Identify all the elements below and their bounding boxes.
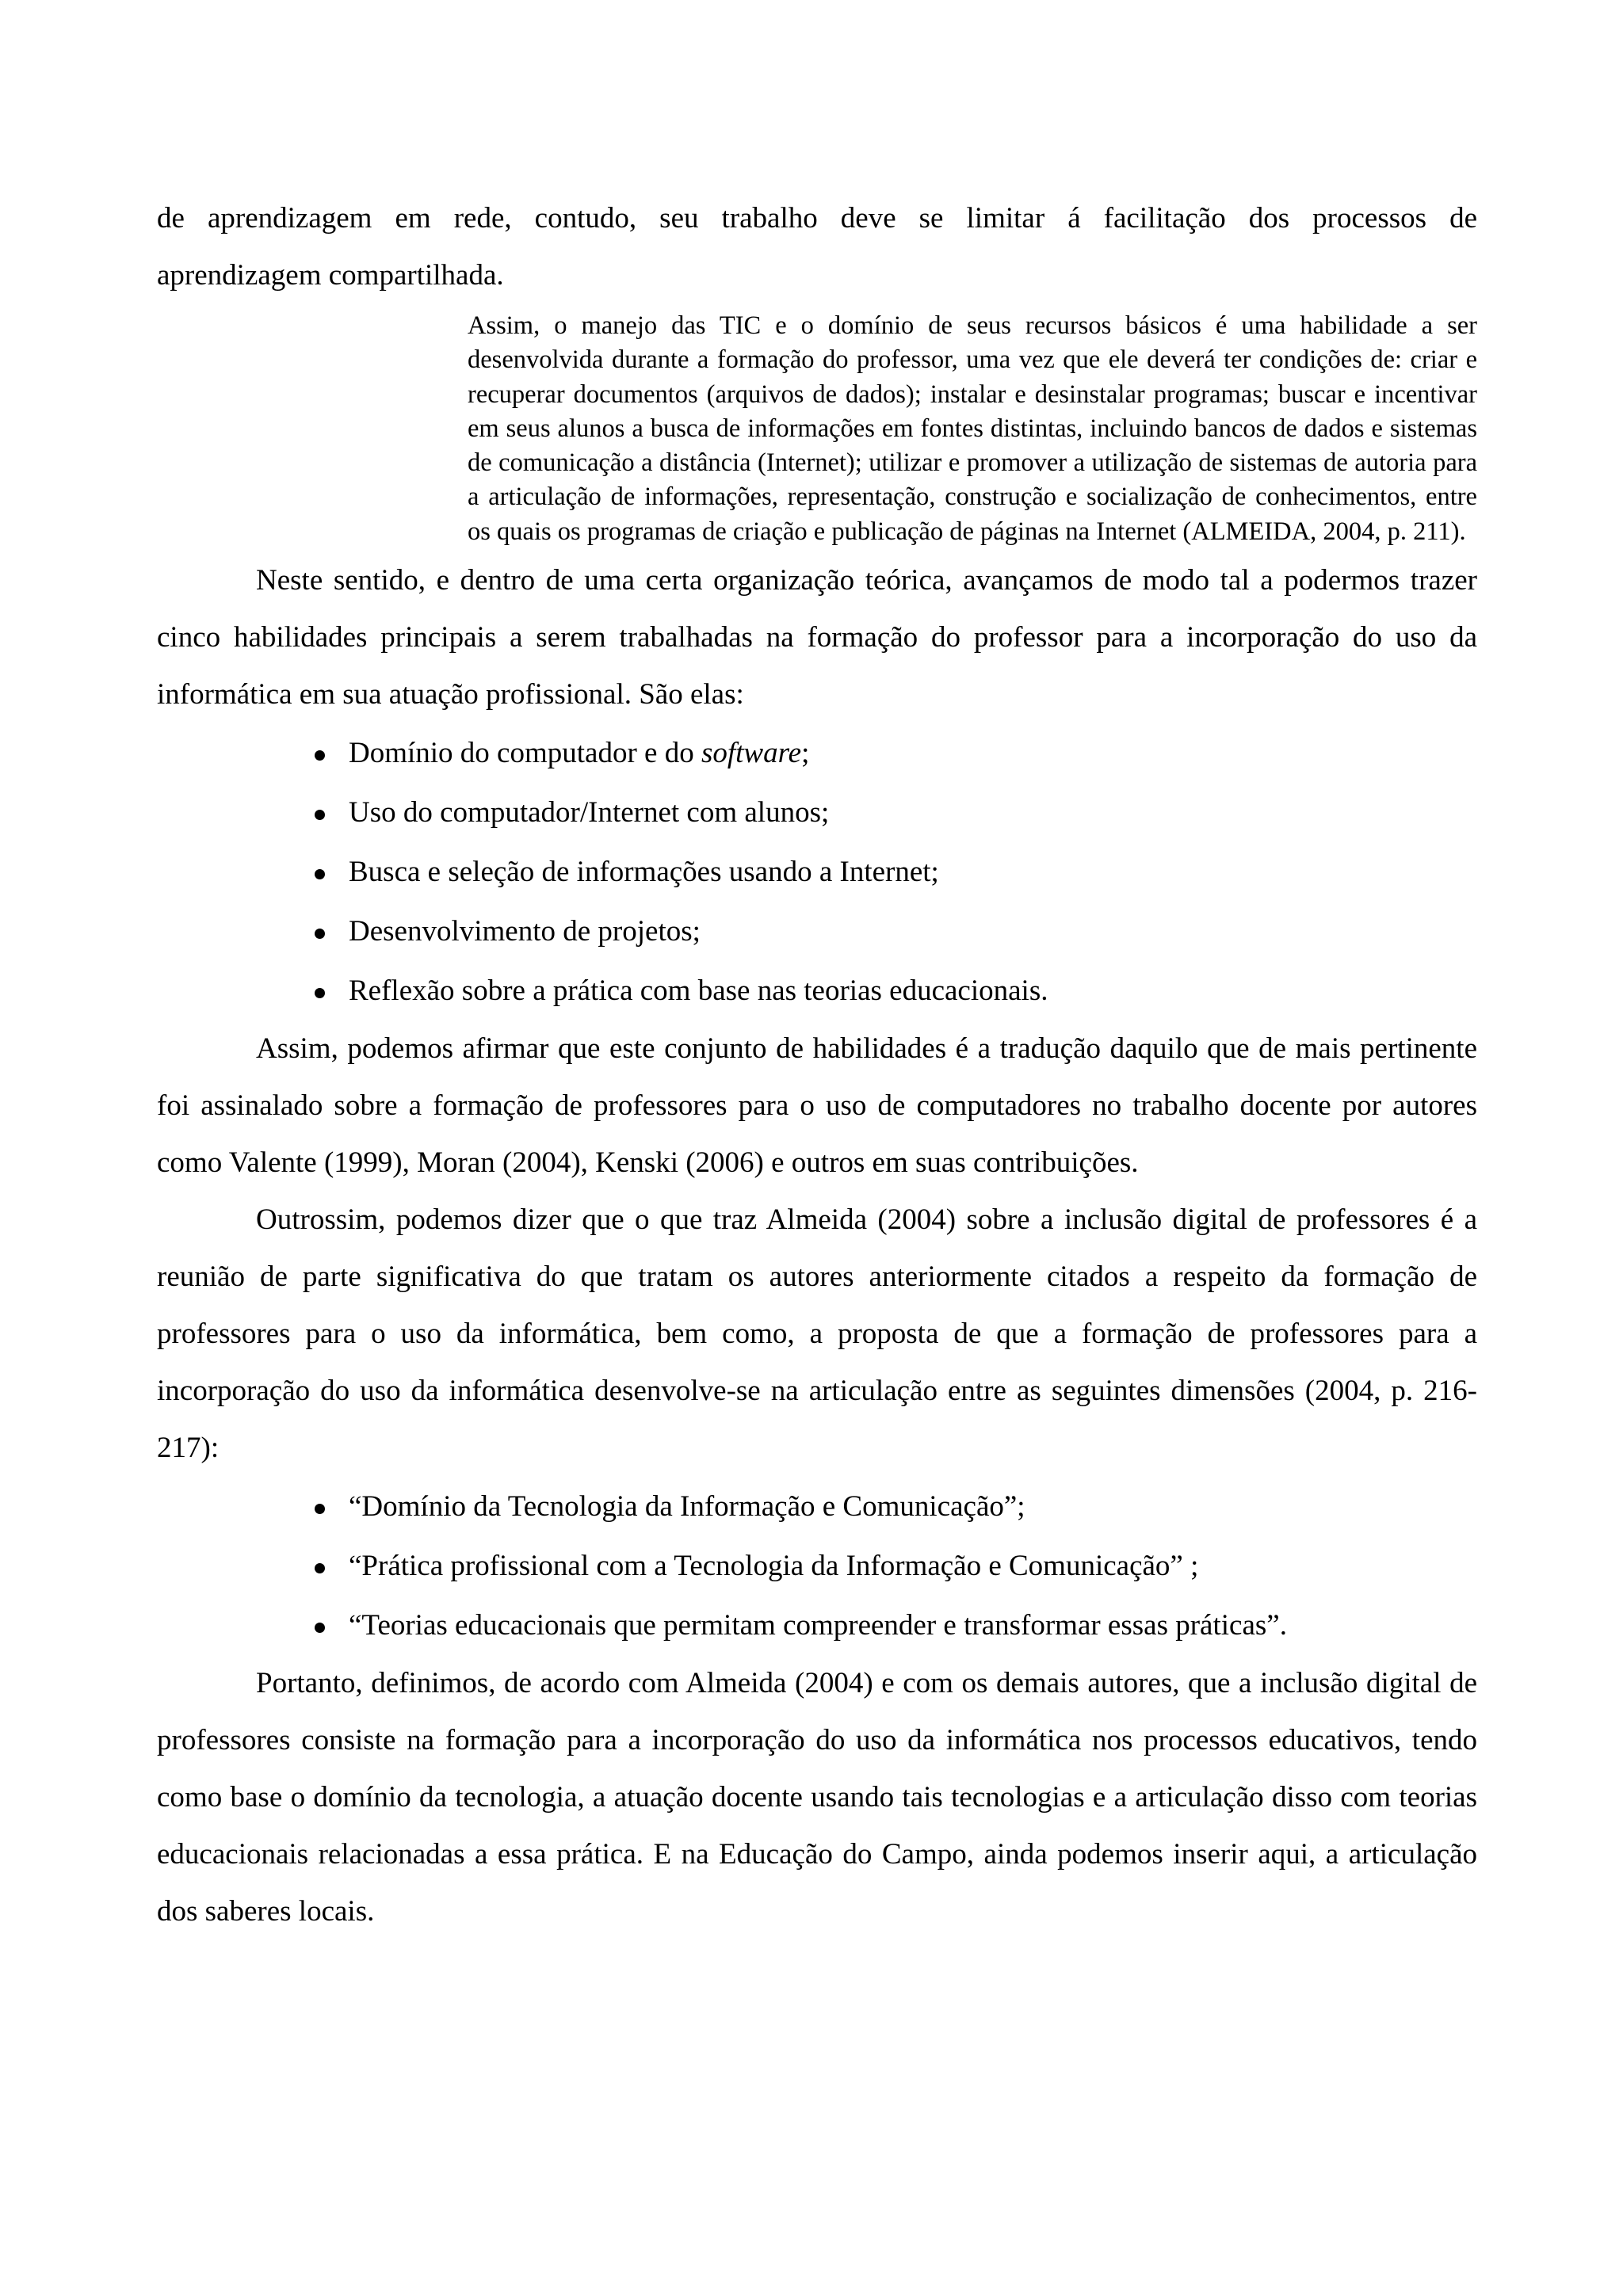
dimensions-list xyxy=(157,1477,1477,1655)
paragraph-intro xyxy=(157,190,1477,247)
bullet-icon xyxy=(307,723,331,783)
block-quote: Assim, o manejo das TIC e o domínio de seus recursos básicos é uma habilidade a ser desenvolvida durante a formação do professor, uma vez que ele deverá ter condições de: criar e recuperar documentos (arquivos de dados); instalar e desinstalar programas; buscar e incentivar em seus alunos a busca de informações em fontes distintas, incluindo bancos de dados e sistemas de comunicação a distância (Internet); utilizar e promover a utilização de sistemas de autoria para a articulação de informações, representação, construção e socialização de conhecimentos, entre os quais os programas de criação e publicação de páginas na Internet (ALMEIDA, 2004, p. 211). xyxy=(468,311,1477,546)
list-item-text: Desenvolvimento de projetos; xyxy=(349,915,701,948)
bullet-icon xyxy=(307,1596,331,1655)
bullet-icon xyxy=(307,842,331,902)
bullet-icon xyxy=(307,1536,331,1596)
paragraph-intro-line2: aprendizagem compartilhada. xyxy=(157,259,504,292)
list-item-text: Reflexão sobre a prática com base nas teorias educacionais. xyxy=(349,974,1048,1008)
list-item xyxy=(307,1596,1477,1655)
list-item xyxy=(307,961,1477,1020)
list-item xyxy=(307,783,1477,842)
paragraph-intro-end xyxy=(157,247,1477,304)
list-item xyxy=(307,1477,1477,1536)
document-page xyxy=(157,190,1477,1940)
list-item-text: “Domínio da Tecnologia da Informação e Comunicação”; xyxy=(349,1490,1025,1524)
list-item-text: Uso do computador/Internet com alunos; xyxy=(349,796,830,830)
paragraph-assim: Assim, podemos afirmar que este conjunto de habilidades é a tradução daquilo que de mais pertinente foi assinalado sobre a formação de professores para o uso de computadores no trabalho docente por autores como Valente (1999), Moran (2004), Kenski (2006) e outros em suas contribuições. xyxy=(157,1032,1477,1180)
bullet-icon xyxy=(307,902,331,961)
skills-list xyxy=(157,723,1477,1020)
list-item xyxy=(307,902,1477,961)
paragraph-intro-line1: de aprendizagem em rede, contudo, seu trabalho deve se limitar á facilitação dos processos de xyxy=(157,202,1477,235)
paragraph-outrossim: Outrossim, podemos dizer que o que traz Almeida (2004) sobre a inclusão digital de professores é a reunião de parte significativa do que tratam os autores anteriormente citados a respeito da formação de professores para o uso da informática, bem como, a proposta de que a formação de professores para a incorporação do uso da informática desenvolve-se na articulação entre as seguintes dimensões (2004, p. 216-217): xyxy=(157,1203,1477,1465)
list-item-text: “Prática profissional com a Tecnologia da Informação e Comunicação” ; xyxy=(349,1550,1199,1583)
bullet-icon xyxy=(307,1477,331,1536)
list-item xyxy=(307,1536,1477,1596)
bullet-icon xyxy=(307,961,331,1020)
list-item xyxy=(307,842,1477,902)
list-item xyxy=(307,723,1477,783)
bullet-icon xyxy=(307,783,331,842)
paragraph-portanto: Portanto, definimos, de acordo com Almeida (2004) e com os demais autores, que a inclusão digital de professores consiste na formação para a incorporação do uso da informática nos processos educativos, tendo como base o domínio da tecnologia, a atuação docente usando tais tecnologias e a articulação disso com teorias educacionais relacionadas a essa prática. E na Educação do Campo, ainda podemos inserir aqui, a articulação dos saberes locais. xyxy=(157,1667,1477,1928)
list-item-text: Domínio do computador e do software; xyxy=(349,737,810,770)
list-item-text: Busca e seleção de informações usando a Internet; xyxy=(349,856,939,889)
list-item-text: “Teorias educacionais que permitam compreender e transformar essas práticas”. xyxy=(349,1609,1287,1642)
paragraph-skills: Neste sentido, e dentro de uma certa organização teórica, avançamos de modo tal a podermos trazer cinco habilidades principais a serem trabalhadas na formação do professor para a incorporação do uso da informática em sua atuação profissional. São elas: xyxy=(157,564,1477,711)
